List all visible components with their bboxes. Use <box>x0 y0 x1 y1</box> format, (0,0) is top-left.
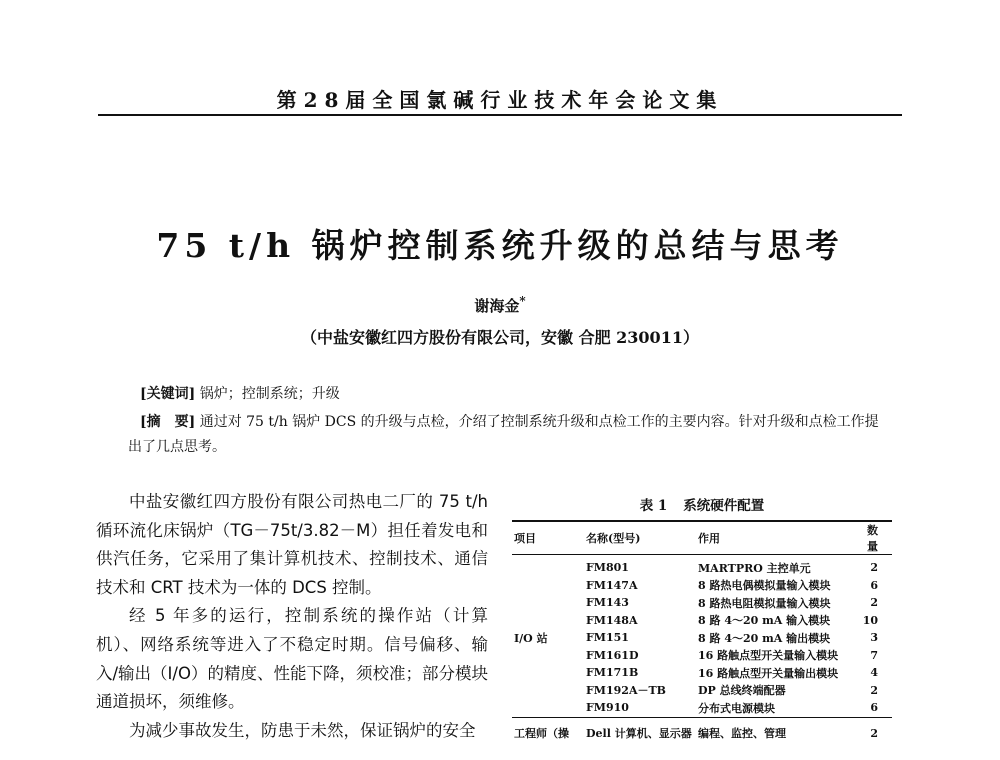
cell-qty: 2 <box>856 717 892 743</box>
cell-function: 8 路 4～20 mA 输入模块 <box>698 614 831 628</box>
cell-qty: 2 <box>870 596 878 610</box>
cell-model: FM147A <box>586 578 638 592</box>
cell-function: 16 路触点型开关量输出模块 <box>698 666 839 680</box>
author-footnote-mark: * <box>519 294 526 308</box>
cell-qty: 6 <box>870 578 878 592</box>
col-header-name: 名称(型号) <box>584 521 696 555</box>
table-header-row <box>512 521 892 555</box>
cell-model: FM910 <box>586 701 629 715</box>
cell-function: 8 路热电阻模拟量输入模块 <box>698 596 831 610</box>
cell-function: 16 路触点型开关量输入模块 <box>698 649 839 663</box>
cell-qty: 2 <box>870 683 878 697</box>
cell-model: Dell 计算机、显示器 <box>584 717 696 743</box>
abstract-text: 通过对 75 t/h 锅炉 DCS 的升级与点检，介绍了控制系统升级和点检工作的主要内容。针对升级和点检工作提出了几点思考。 <box>128 414 879 455</box>
cell-function: 编程、监控、管理 <box>696 717 856 743</box>
cell-qty: 3 <box>870 631 878 645</box>
keywords <box>140 383 340 403</box>
cell-function: 分布式电源模块 <box>698 701 775 715</box>
running-header: 第28届全国氯碱行业技术年会论文集 <box>276 88 724 112</box>
group-label-io-station: I/O 站 <box>514 631 548 645</box>
affiliation: （中盐安徽红四方股份有限公司，安徽 合肥 230011） <box>301 328 699 347</box>
cell-function: 8 路 4～20 mA 输出模块 <box>698 631 831 645</box>
cell-qty: 7 <box>870 648 878 662</box>
header-rule <box>98 114 902 116</box>
cell-model: FM161D <box>586 648 639 662</box>
cell-qty: 2 <box>870 561 878 575</box>
body-paragraph-3: 为减少事故发生，防患于未然，保证锅炉的安全 <box>129 720 476 740</box>
col-header-item: 项目 <box>512 521 584 555</box>
cell-model: FM171B <box>586 666 639 680</box>
keywords-text: 锅炉；控制系统；升级 <box>199 386 340 402</box>
cell-qty: 6 <box>870 701 878 715</box>
hardware-config-table <box>512 520 892 743</box>
body-paragraph-1: 中盐安徽红四方股份有限公司热电二厂的 75 t/h 循环流化床锅炉（TG－75t/3.82－M）担任着发电和供汽任务，它采用了集计算机技术、控制技术、通信技术和 CRT 技术为一体的 DCS 控制。 <box>96 492 488 597</box>
cell-function: DP 总线终端配器 <box>698 684 786 698</box>
paper-title: 75 t/h 锅炉控制系统升级的总结与思考 <box>156 226 844 265</box>
col-header-function: 作用 <box>696 521 856 555</box>
col-header-qty: 数量 <box>856 521 892 555</box>
table-caption <box>512 494 892 514</box>
cell-model: FM151 <box>586 631 629 645</box>
abstract <box>128 410 888 460</box>
author-name: 谢海金 <box>474 297 520 315</box>
cell-qty: 4 <box>870 666 878 680</box>
cell-function: 8 路热电偶模拟量输入模块 <box>698 579 831 593</box>
cell-model: FM143 <box>586 596 629 610</box>
cell-qty: 10 <box>862 613 878 627</box>
table-row <box>512 717 892 743</box>
table-row <box>512 555 892 577</box>
table-caption-text: 系统硬件配置 <box>683 498 765 514</box>
group-label-engineer-station: 工程师（操 <box>512 717 584 743</box>
table-number: 表 1 <box>639 498 668 514</box>
cell-model: FM192A－TB <box>586 684 666 698</box>
cell-model: FM148A <box>586 613 638 627</box>
body-paragraph-2: 经 5 年多的运行，控制系统的操作站（计算机）、网络系统等进入了不稳定时期。信号偏移、输入/输出（I/O）的精度、性能下降，须校准；部分模块通道损坏，须维修。 <box>96 606 488 712</box>
cell-model: FM801 <box>586 561 629 575</box>
keywords-label: [关键词] <box>140 386 196 402</box>
body-text <box>96 488 488 745</box>
author-line <box>0 294 1000 316</box>
cell-function: MARTPRO 主控单元 <box>698 561 811 575</box>
abstract-label: [摘 要] <box>140 414 196 430</box>
